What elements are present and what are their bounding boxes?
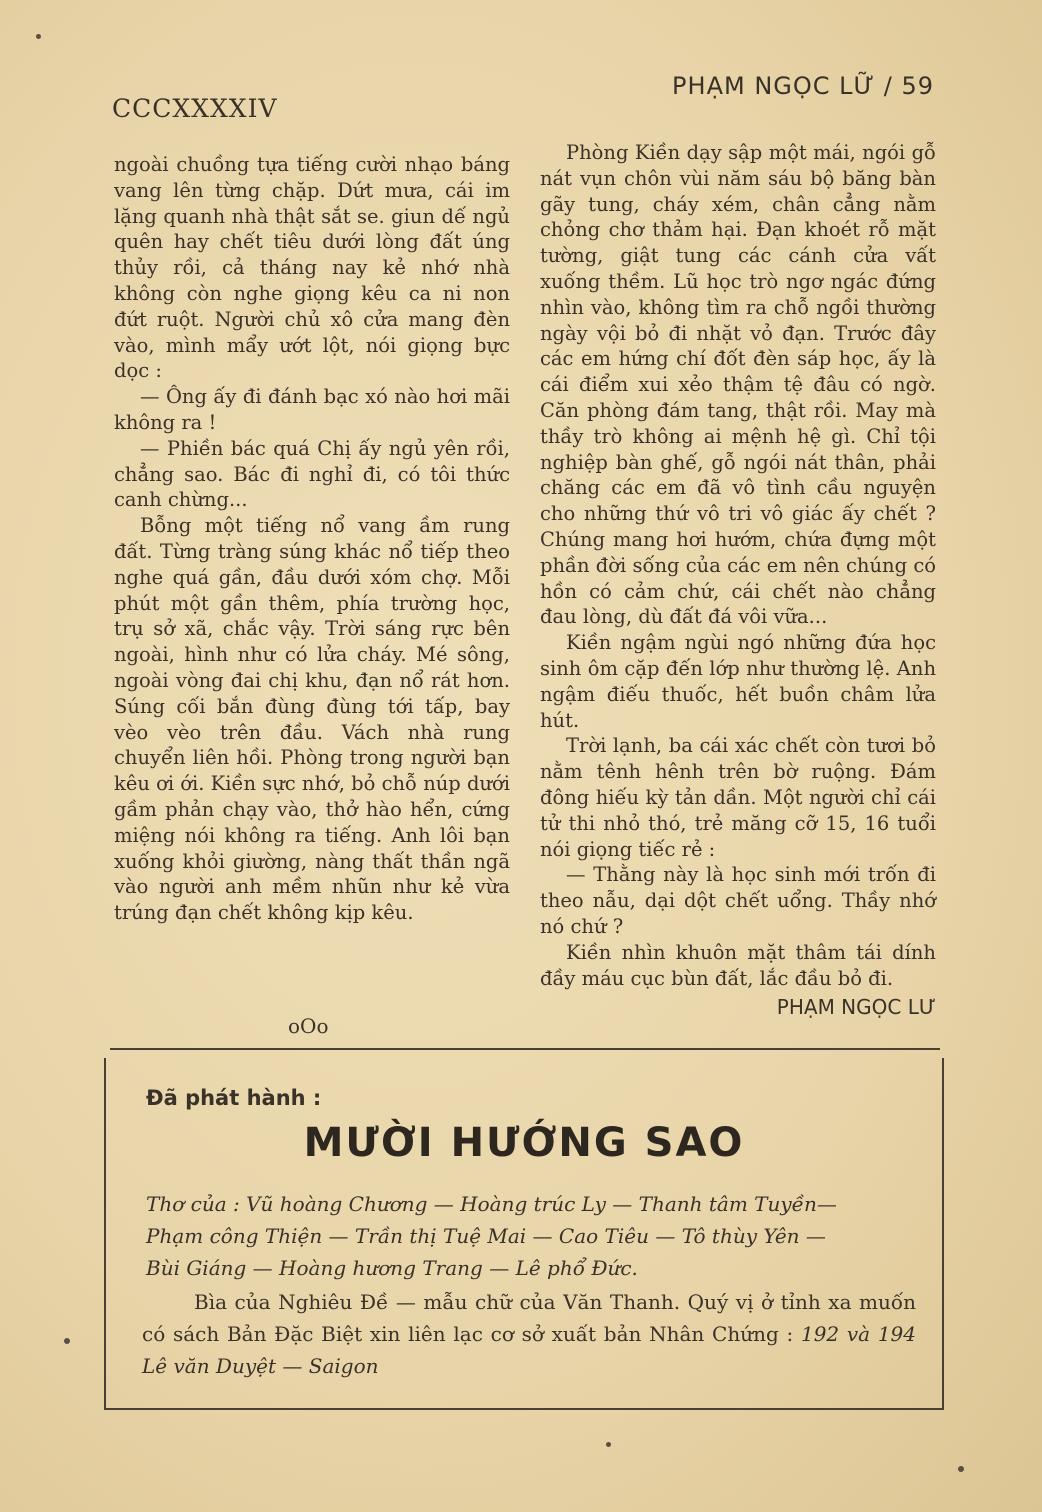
ad-info-text: Bìa của Nghiêu Đề — mẫu chữ của Văn Thanh. Quý vị ở tỉnh xa muốn có sách Bản Đặc Biệt xin liên lạc cơ sở xuất bản Nhân Chứng : — [142, 1290, 916, 1346]
ad-lead: Đã phát hành : — [146, 1086, 322, 1110]
dialogue-line: — Thằng này là học sinh mới trốn đi theo nẫu, dại dột chết uổng. Thầy nhớ nó chứ ? — [540, 863, 936, 938]
author-name: Hoàng hương Trang — [279, 1256, 483, 1280]
section-divider: oOo — [288, 1014, 329, 1038]
author-signature: PHẠM NGỌC LƯ — [776, 995, 936, 1020]
dialogue-line: — Ông ấy đi đánh bạc xó nào hơi mãi không ra ! — [114, 385, 510, 434]
right-column — [540, 140, 936, 1021]
author-name: Phạm công Thiện — [146, 1224, 323, 1248]
paragraph: Bỗng một tiếng nổ vang ầm rung đất. Từng tràng súng khác nổ tiếp theo nghe quá gần, đầu dưới xóm chợ. Mỗi phút một gần thêm, phía trường học, trụ sở xã, chắc vậy. Trời sáng rực bên ngoài, hình như có lửa cháy. Mé sông, ngoài vòng đai chị khu, đạn nổ rát hơn. Súng cối bắn đùng đùng tới tấp, bay vèo vèo trên đầu. Vách nhà rung chuyển liên hồi. Phòng trong người bạn kêu ơi ới. Kiền sực nhớ, bỏ chỗ núp dưới gầm phản chạy vào, thở hào hển, cứng miệng nói không ra tiếng. Anh lôi bạn xuống khỏi giường, nàng thất thần ngã vào người anh mềm nhũn như kẻ vừa trúng đạn chết không kịp kêu. — [114, 514, 511, 925]
author-name: Vũ hoàng Chương — [246, 1192, 428, 1216]
author-name: Lê phổ Đức. — [515, 1256, 638, 1280]
author-name: Cao Tiêu — [558, 1224, 649, 1248]
horizontal-rule — [110, 1048, 940, 1050]
author-name: Hoàng trúc Ly — [460, 1192, 606, 1216]
ad-authors: Thơ của : Vũ hoàng Chương — Hoàng trúc Ly — Thanh tâm Tuyền— Phạm công Thiện — Trần thị Tuệ Mai — Cao Tiêu — Tô thùy Yên — Bùi Giáng — Hoàng hương Trang — Lê phổ Đức. — [146, 1192, 837, 1280]
dialogue-line: — Phiền bác quá Chị ấy ngủ yên rồi, chẳng sao. Bác đi nghỉ đi, có tôi thức canh chừng... — [114, 436, 510, 512]
publisher-address: 192 và 194 Lê văn Duyệt — Saigon — [142, 1322, 917, 1378]
paragraph: Phòng Kiền dạy sập một mái, ngói gỗ nát vụn chôn vùi năm sáu bộ băng bàn gãy tung, cháy xém, chân cẳng nằm chỏng chơ thảm hại. Đạn khoét rỗ mặt tường, giật tung các cánh cửa vất xuống thềm. Lũ học trò ngơ ngác đứng nhìn vào, không tìm ra chỗ ngồi thường ngày vội bỏ đi nhặt vỏ đạn. Trước đây các em hứng chí đốt đèn sáp học, ấy là cái điểm xui xẻo thậm tệ đâu có ngờ. Căn phòng đám tang, thật rồi. May mà thầy trò không ai mệnh hệ gì. Chỉ tội nghiệp bàn ghế, gỗ ngói nát thân, phải chăng các em đã vô tình cầu nguyện cho những thứ vô tri vô giác ấy chết ? Chúng mang hơi hướm, chứa đựng một phần đời sống của các em nên chúng có hồn có cảm chứ, cái chết nào chẳng đau lòng, dù đất đá vôi vữa... — [540, 141, 936, 629]
page-section-numeral: CCCXXXXIV — [112, 94, 278, 123]
paragraph: Kiền nhìn khuôn mặt thâm tái dính đầy máu cục bùn đất, lắc đầu bỏ đi. — [540, 940, 936, 990]
running-header: PHẠM NGỌC LỮ / 59 — [672, 72, 934, 100]
author-name: Tô thùy Yên — [681, 1224, 800, 1248]
author-name: Trần thị Tuệ Mai — [354, 1224, 527, 1248]
ad-info — [142, 1286, 916, 1382]
advertisement-box — [104, 1058, 944, 1410]
authors-intro: Thơ của : — [146, 1192, 240, 1216]
left-column — [114, 152, 510, 926]
print-speck — [36, 34, 41, 39]
author-name: Thanh tâm Tuyền — [638, 1192, 817, 1216]
print-speck — [606, 1442, 611, 1447]
paragraph: Kiền ngậm ngùi ngó những đứa học sinh ôm cặp đến lớp như thường lệ. Anh ngậm điếu thuốc, hết buồn châm lửa hút. — [540, 631, 936, 732]
paragraph: Trời lạnh, ba cái xác chết còn tươi bỏ nằm tênh hênh trên bờ ruộng. Đám đông hiếu kỳ tản dần. Một người chỉ cái tử thi nhỏ thó, trẻ măng cỡ 15, 16 tuổi nói giọng tiếc rẻ : — [540, 734, 936, 861]
print-speck — [64, 1338, 70, 1344]
ad-book-title: MƯỜI HƯỚNG SAO — [303, 1120, 745, 1166]
print-speck — [958, 1466, 964, 1472]
author-name: Bùi Giáng — [146, 1256, 247, 1280]
paragraph: ngoài chuồng tựa tiếng cười nhạo báng vang lên từng chặp. Dứt mưa, cái im lặng quanh nhà thật sắt se. giun dế ngủ quên hay chết tiêu dưới lòng đất úng thủy rồi, cả tháng nay kẻ nhớ nhà không còn nghe giọng kêu ca ni non đứt ruột. Người chủ xô cửa mang đèn vào, mình mẩy ướt lột, nói giọng bực dọc : — [114, 153, 510, 383]
